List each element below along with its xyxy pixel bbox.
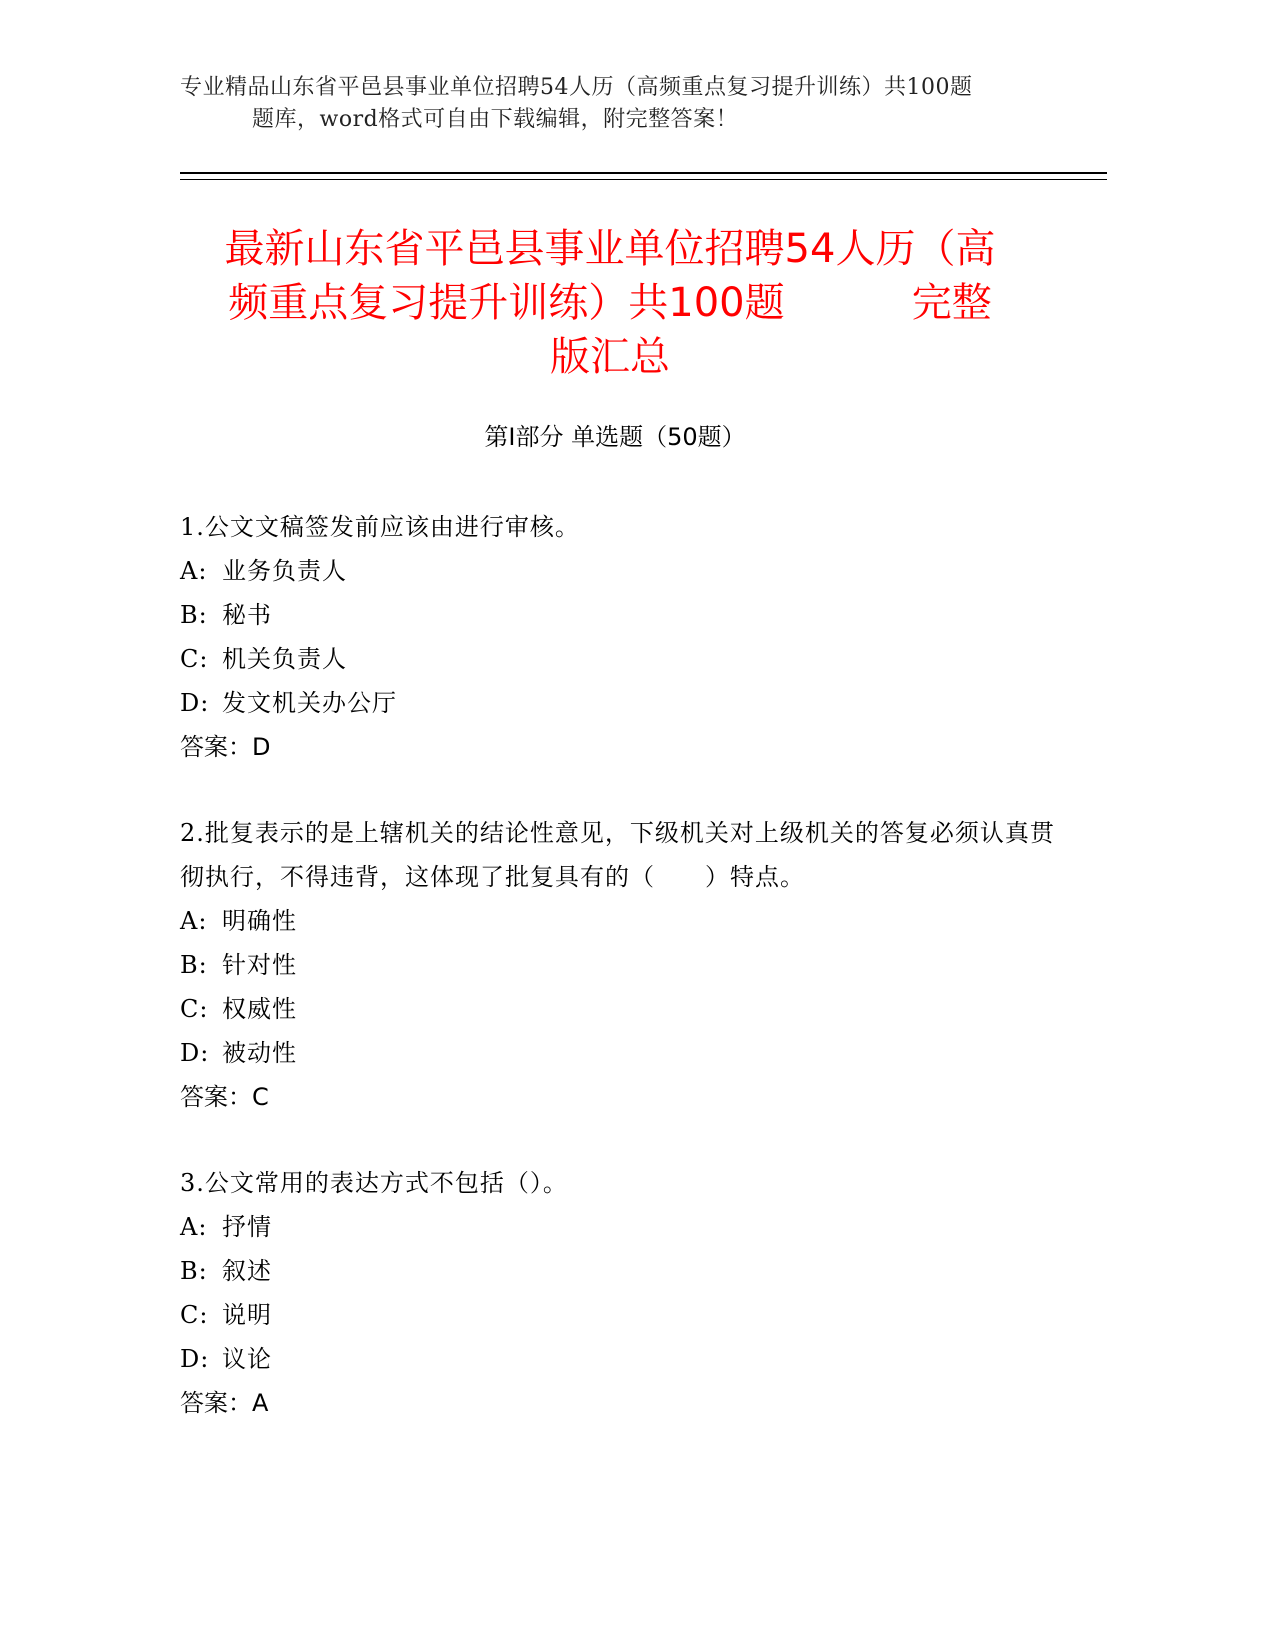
option-b xyxy=(180,943,1060,987)
option-key: A: xyxy=(180,557,208,585)
option-text: 议论 xyxy=(222,1345,272,1373)
question-item xyxy=(180,505,1060,769)
option-text: 抒情 xyxy=(222,1213,272,1241)
section-heading: 第Ⅰ部分 单选题（50题） xyxy=(484,423,746,451)
document-header-note xyxy=(180,72,1060,136)
answer-line: 答案：D xyxy=(180,733,271,761)
option-key: B: xyxy=(180,1257,208,1285)
option-text: 业务负责人 xyxy=(222,557,347,585)
option-key: C: xyxy=(180,995,209,1023)
option-text: 明确性 xyxy=(222,907,297,935)
option-key: D: xyxy=(180,1039,210,1067)
header-divider-thin xyxy=(180,179,1107,180)
answer-line: 答案：C xyxy=(180,1083,269,1111)
option-key: A: xyxy=(180,907,208,935)
option-a xyxy=(180,1205,1060,1249)
title-line-3: 版汇总 xyxy=(550,334,670,380)
option-text: 秘书 xyxy=(222,601,272,629)
question-item xyxy=(180,811,1060,1119)
option-text: 权威性 xyxy=(222,995,297,1023)
option-key: D: xyxy=(180,1345,210,1373)
header-line-2: 题库，word格式可自由下载编辑，附完整答案！ xyxy=(252,107,739,132)
option-key: A: xyxy=(180,1213,208,1241)
title-line-1: 最新山东省平邑县事业单位招聘54人历（高 xyxy=(224,226,996,272)
option-key: B: xyxy=(180,951,208,979)
option-b xyxy=(180,1249,1060,1293)
question-text: 1.公文文稿签发前应该由进行审核。 xyxy=(180,513,580,541)
option-c xyxy=(180,637,1060,681)
option-key: C: xyxy=(180,1301,209,1329)
option-key: C: xyxy=(180,645,209,673)
option-c xyxy=(180,1293,1060,1337)
option-text: 被动性 xyxy=(222,1039,297,1067)
option-a xyxy=(180,899,1060,943)
option-text: 叙述 xyxy=(222,1257,272,1285)
option-key: B: xyxy=(180,601,208,629)
answer-line: 答案：A xyxy=(180,1389,269,1417)
document-title xyxy=(160,222,1060,384)
option-key: D: xyxy=(180,689,210,717)
option-text: 针对性 xyxy=(222,951,297,979)
option-d xyxy=(180,681,1060,725)
option-text: 说明 xyxy=(222,1301,272,1329)
option-a xyxy=(180,549,1060,593)
question-text: 2.批复表示的是上辖机关的结论性意见，下级机关对上级机关的答复必须认真贯彻执行，不得违背，这体现了批复具有的（ ）特点。 xyxy=(180,819,1055,891)
title-line-2: 频重点复习提升训练）共100题 完整 xyxy=(228,280,992,326)
option-b xyxy=(180,593,1060,637)
option-d xyxy=(180,1337,1060,1381)
option-c xyxy=(180,987,1060,1031)
question-item xyxy=(180,1161,1060,1425)
option-text: 发文机关办公厅 xyxy=(222,689,397,717)
header-line-1: 专业精品山东省平邑县事业单位招聘54人历（高频重点复习提升训练）共100题 xyxy=(180,75,973,100)
question-text: 3.公文常用的表达方式不包括（）。 xyxy=(180,1169,568,1197)
option-d xyxy=(180,1031,1060,1075)
header-divider-thick xyxy=(180,172,1107,174)
option-text: 机关负责人 xyxy=(222,645,347,673)
question-list xyxy=(180,505,1060,1467)
